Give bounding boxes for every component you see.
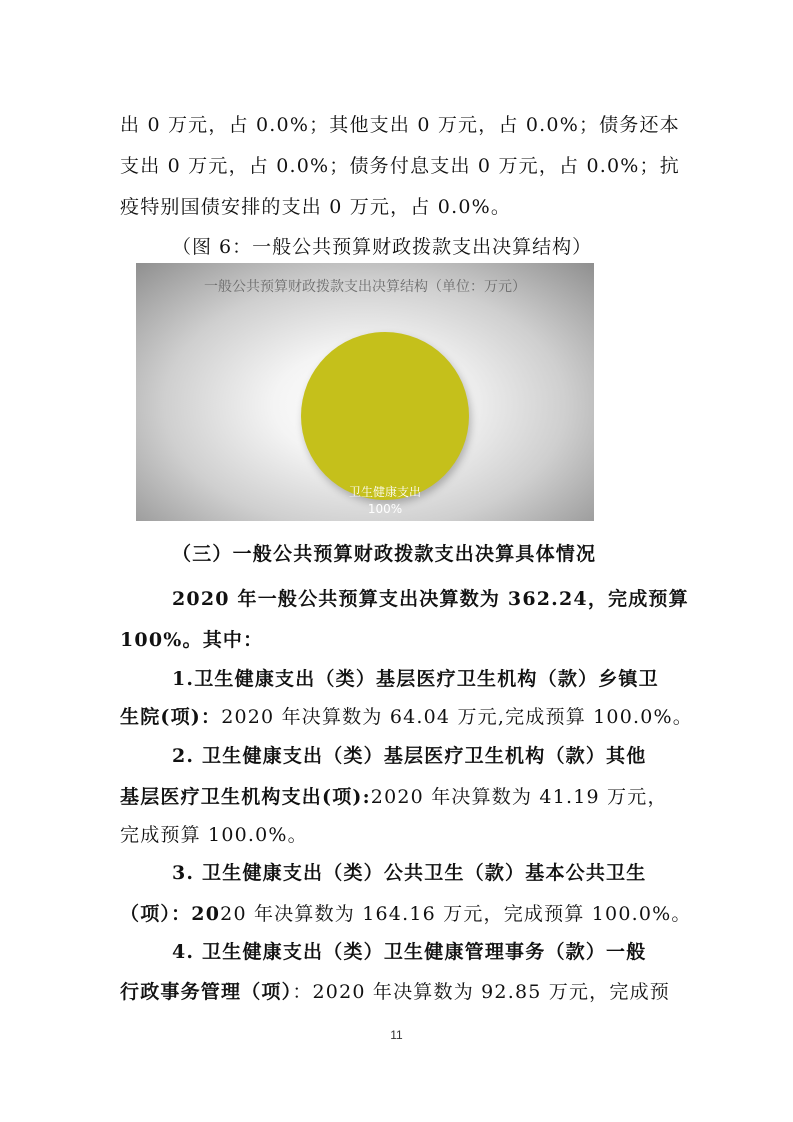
item-value: 2020 年决算数为 41.19 万元，	[370, 786, 668, 808]
item-2-title: 2. 卫生健康支出（类）基层医疗卫生机构（款）其他	[172, 745, 647, 767]
item-2-detail	[120, 782, 668, 809]
item-label: 基层医疗卫生机构支出(项):	[120, 786, 371, 808]
slice-percent: 100%	[367, 502, 403, 516]
pie-slice-weisheng	[301, 332, 469, 516]
item-value: ：2020 年决算数为 92.85 万元，完成预	[292, 981, 670, 1003]
section-heading: （三）一般公共预算财政拨款支出决算具体情况	[172, 543, 597, 565]
item-label: （项）：20	[120, 903, 221, 925]
item-3-title: 3. 卫生健康支出（类）公共卫生（款）基本公共卫生	[172, 862, 647, 884]
page-number: 11	[390, 1028, 403, 1042]
item-1-title: 1.卫生健康支出（类）基层医疗卫生机构（款）乡镇卫	[172, 668, 659, 690]
item-4-detail	[120, 977, 670, 1004]
item-4-title: 4. 卫生健康支出（类）卫生健康管理事务（款）一般	[172, 941, 647, 963]
pie-chart	[136, 263, 594, 521]
body-text-line: 支出 0 万元，占 0.0%；债务付息支出 0 万元，占 0.0%；抗	[120, 155, 680, 177]
figure-caption: （图 6：一般公共预算财政拨款支出决算结构）	[172, 236, 593, 258]
item-3-detail	[120, 899, 692, 926]
item-label: 生院(项)：	[120, 706, 222, 728]
summary-line: 2020 年一般公共预算支出决算数为 362.24，完成预算	[172, 588, 689, 610]
pie-slice-label	[301, 484, 469, 518]
body-text-line: 出 0 万元，占 0.0%；其他支出 0 万元，占 0.0%；债务还本	[120, 114, 680, 136]
item-2-detail-cont: 完成预算 100.0%。	[120, 824, 308, 846]
item-value: 2020 年决算数为 64.04 万元,完成预算 100.0%。	[221, 706, 693, 728]
slice-category: 卫生健康支出	[348, 485, 421, 499]
item-1-detail	[120, 702, 693, 729]
summary-line: 100%。其中：	[120, 629, 264, 651]
body-text-line: 疫特别国债安排的支出 0 万元，占 0.0%。	[120, 196, 512, 218]
item-label: 行政事务管理（项）	[120, 981, 293, 1003]
chart-title: 一般公共预算财政拨款支出决算结构（单位：万元）	[204, 279, 526, 295]
item-value: 20 年决算数为 164.16 万元，完成预算 100.0%。	[220, 903, 692, 925]
